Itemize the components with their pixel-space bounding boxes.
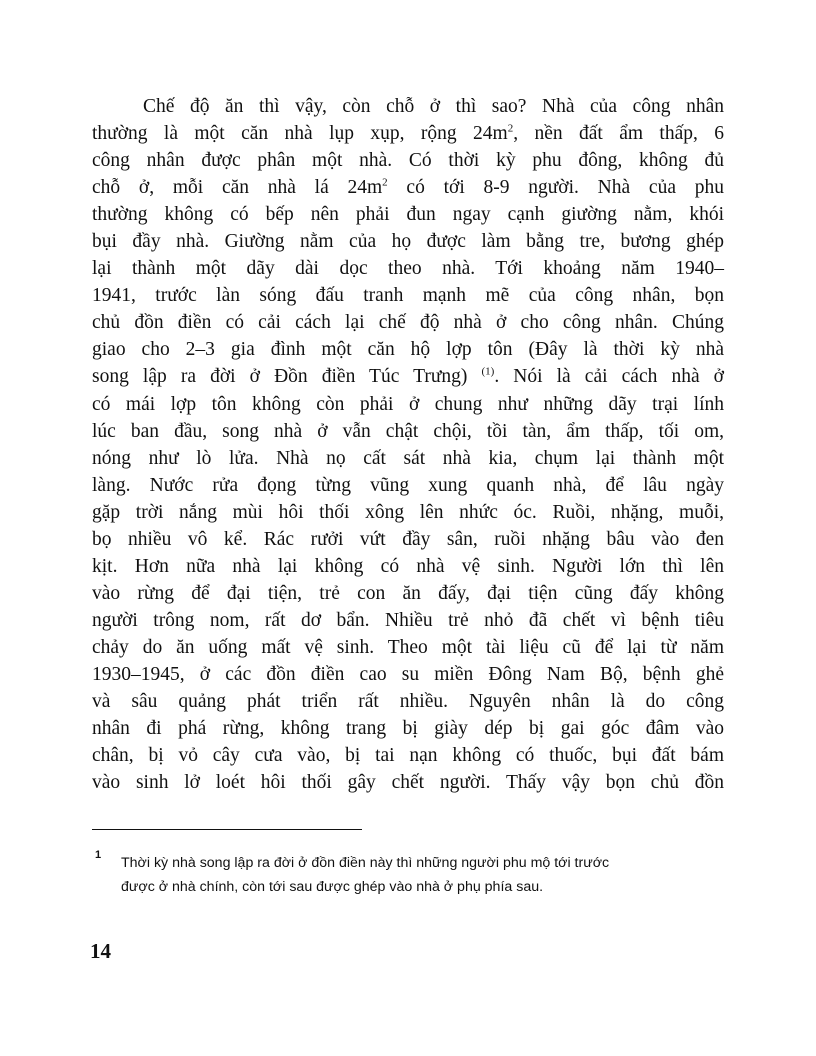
- text-line: 1930–1945, ở các đồn điền cao su miền Đông Nam Bộ, bệnh ghẻ: [92, 663, 724, 685]
- text-line: kịt. Hơn nữa nhà lại không có nhà vệ sinh. Người lớn thì lên: [92, 555, 724, 577]
- text-line: giao cho 2–3 gia đình một căn hộ lợp tôn (Đây là thời kỳ nhà: [92, 339, 724, 361]
- text-line: chỗ ở, mỗi căn nhà lá $24m^2$ có tới 8-9 người. Nhà của phu: [92, 176, 724, 199]
- text-line: nhân đi phá rừng, không trang bị giày dép bị gai góc đâm vào: [92, 718, 724, 740]
- text-line: người trông nom, rất dơ bẩn. Nhiều trẻ nhỏ đã chết vì bệnh tiêu: [92, 609, 724, 631]
- text-line: chân, bị vỏ cây cưa vào, bị tai nạn không có thuốc, bụi đất bám: [92, 745, 724, 767]
- footnote-line: Thời kỳ nhà song lập ra đời ở đồn điền này thì những người phu mộ tới trước: [121, 855, 610, 871]
- footnote-mark: 1: [95, 849, 102, 861]
- footnote-line: được ở nhà chính, còn tới sau được ghép vào nhà ở phụ phía sau.: [121, 879, 544, 895]
- text-line: làng. Nước rửa đọng từng vũng xung quanh nhà, để lâu ngày: [92, 474, 724, 496]
- footnote-divider: [92, 829, 362, 830]
- text-line: nóng như lò lửa. Nhà nọ cất sát nhà kia, chụm lại thành một: [92, 447, 724, 469]
- text-line: thường không có bếp nên phải đun ngay cạnh giường nằm, khói: [92, 204, 724, 226]
- text-line: bọ nhiều vô kể. Rác rưởi vứt đầy sân, ruồi nhặng bâu vào đen: [92, 528, 724, 550]
- text-line: vào rừng để đại tiện, trẻ con ăn đấy, đại tiện cũng đấy không: [92, 582, 724, 604]
- text-line: lại thành một dãy dài dọc theo nhà. Tới khoảng năm 1940–: [92, 258, 724, 280]
- footnote-text: [121, 851, 731, 899]
- body-paragraph: [92, 93, 724, 796]
- superscript: 2: [507, 122, 514, 135]
- text-line: song lập ra đời ở Đồn điền Túc Trưng) $^{(1)}$. Nói là cải cách nhà ở: [92, 365, 724, 388]
- page-number: 14: [90, 939, 111, 963]
- footnote-reference[interactable]: (1): [481, 365, 495, 378]
- text-line: bụi đầy nhà. Giường nằm của họ được làm bằng tre, bương ghép: [92, 231, 724, 253]
- text-line: và sâu quảng phát triển rất nhiều. Nguyên nhân là do công: [92, 691, 724, 713]
- text-line: chủ đồn điền có cải cách lại chế độ nhà ở cho công nhân. Chúng: [92, 312, 724, 334]
- text-line: chảy do ăn uống mất vệ sinh. Theo một tài liệu cũ để lại từ năm: [92, 636, 724, 658]
- text-line: lúc ban đầu, song nhà ở vẫn chật chội, tồi tàn, ẩm thấp, tối om,: [92, 420, 724, 442]
- text-line: có mái lợp tôn không còn phải ở chung như những dãy trại lính: [92, 393, 724, 415]
- superscript: 2: [382, 176, 388, 189]
- text-line: thường là một căn nhà lụp xụp, rộng $24m^2$, nền đất ẩm thấp, 6: [92, 122, 724, 145]
- text-line: 1941, trước làn sóng đấu tranh mạnh mẽ của công nhân, bọn: [92, 285, 724, 307]
- text-line: gặp trời nắng mùi hôi thối xông lên nhức óc. Ruồi, nhặng, muỗi,: [92, 501, 724, 523]
- text-line: Chế độ ăn thì vậy, còn chỗ ở thì sao? Nhà của công nhân: [143, 96, 724, 117]
- text-line: vào sinh lở loét hôi thối gây chết người. Thấy vậy bọn chủ đồn: [92, 772, 724, 794]
- text-line: công nhân được phân một nhà. Có thời kỳ phu đông, không đủ: [92, 150, 724, 172]
